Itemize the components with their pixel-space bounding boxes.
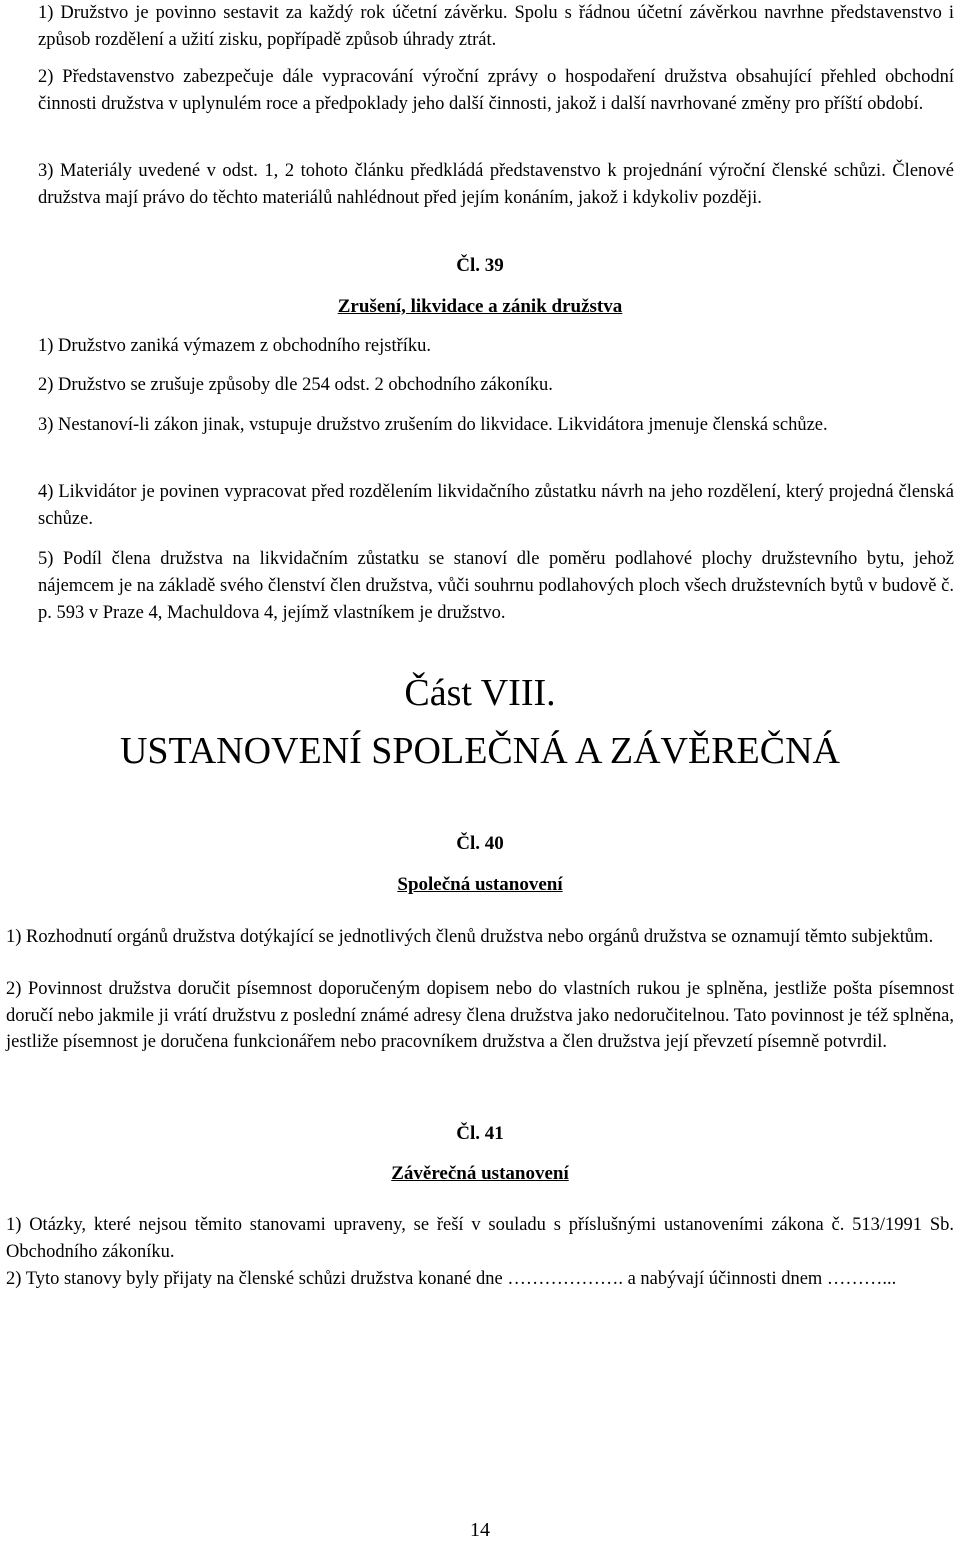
article-40-paragraph-1: 1) Rozhodnutí orgánů družstva dotýkající se jednotlivých členů družstva nebo orgánů družstva se oznamují těmto subjektům. [6,927,934,947]
article-39-paragraph-2: 2) Družstvo se zrušuje způsoby dle 254 odst. 2 obchodního zákoníku. [38,375,553,395]
article-39-label: Čl. 39 [456,255,504,276]
page-number: 14 [470,1519,490,1541]
article-40-label: Čl. 40 [456,833,504,854]
article-39-paragraph-3: 3) Nestanoví-li zákon jinak, vstupuje družstvo zrušením do likvidace. Likvidátora jmenuje členská schůze. [38,415,828,435]
article-40-title: Společná ustanovení [397,874,563,895]
article-41-paragraph-1: 1) Otázky, které nejsou těmito stanovami upraveny, se řeší v souladu s příslušnými ustanoveními zákona č. 513/1991 Sb. Obchodního zákoníku. [6,1215,954,1262]
article-41-paragraph-2: 2) Tyto stanovy byly přijaty na členské schůzi družstva konané dne ………………. a nabývají účinnosti dnem ………... [6,1269,897,1289]
part-8-label: Část VIII. [404,672,556,714]
article-39-title: Zrušení, likvidace a zánik družstva [337,296,623,317]
paragraph-materials: 3) Materiály uvedené v odst. 1, 2 tohoto článku předkládá představenstvo k projednání výroční členské schůzi. Členové družstva mají právo do těchto materiálů nahlédnout před jejím konáním, jakož i kdykoliv později. [38,161,954,208]
article-41-label: Čl. 41 [456,1123,504,1144]
article-39-paragraph-5: 5) Podíl člena družstva na likvidačním zůstatku se stanoví dle poměru podlahové plochy družstevního bytu, jehož nájemcem je na základě svého členství člen družstva, vůči souhrnu podlahových ploch všech družstevních bytů v budově č. p. 593 v Praze 4, Machuldova 4, jejímž vlastníkem je družstvo. [38,549,954,623]
article-39-paragraph-4: 4) Likvidátor je povinen vypracovat před rozdělením likvidačního zůstatku návrh na jeho rozdělení, který projedná členská schůze. [38,482,954,529]
article-40-paragraph-2: 2) Povinnost družstva doručit písemnost doporučeným dopisem nebo do vlastních rukou je splněna, jestliže pošta písemnost doručí nebo jakmile ji vrátí družstvu z poslední známé adresy člena družstva jako nedoručitelnou. Tato povinnost je též splněna, jestliže písemnost je doručena funkcionářem nebo pracovníkem družstva a člen družstva její převzetí písemně potvrdil. [6,979,954,1052]
part-8-title: USTANOVENÍ SPOLEČNÁ A ZÁVĚREČNÁ [119,730,841,772]
paragraph-accounts: 1) Družstvo je povinno sestavit za každý rok účetní závěrku. Spolu s řádnou účetní závěrkou navrhne představenstvo i způsob rozdělení a užití zisku, popřípadě způsob úhrady ztrát. [38,3,954,50]
article-39-paragraph-1: 1) Družstvo zaniká výmazem z obchodního rejstříku. [38,336,432,356]
paragraph-annual-report: 2) Představenstvo zabezpečuje dále vypracování výroční zprávy o hospodaření družstva obsahující přehled obchodní činnosti družstva v uplynulém roce a předpoklady jeho další činnosti, jakož i další navrhované změny pro příští období. [38,67,954,114]
article-41-title: Závěrečná ustanovení [391,1163,569,1184]
